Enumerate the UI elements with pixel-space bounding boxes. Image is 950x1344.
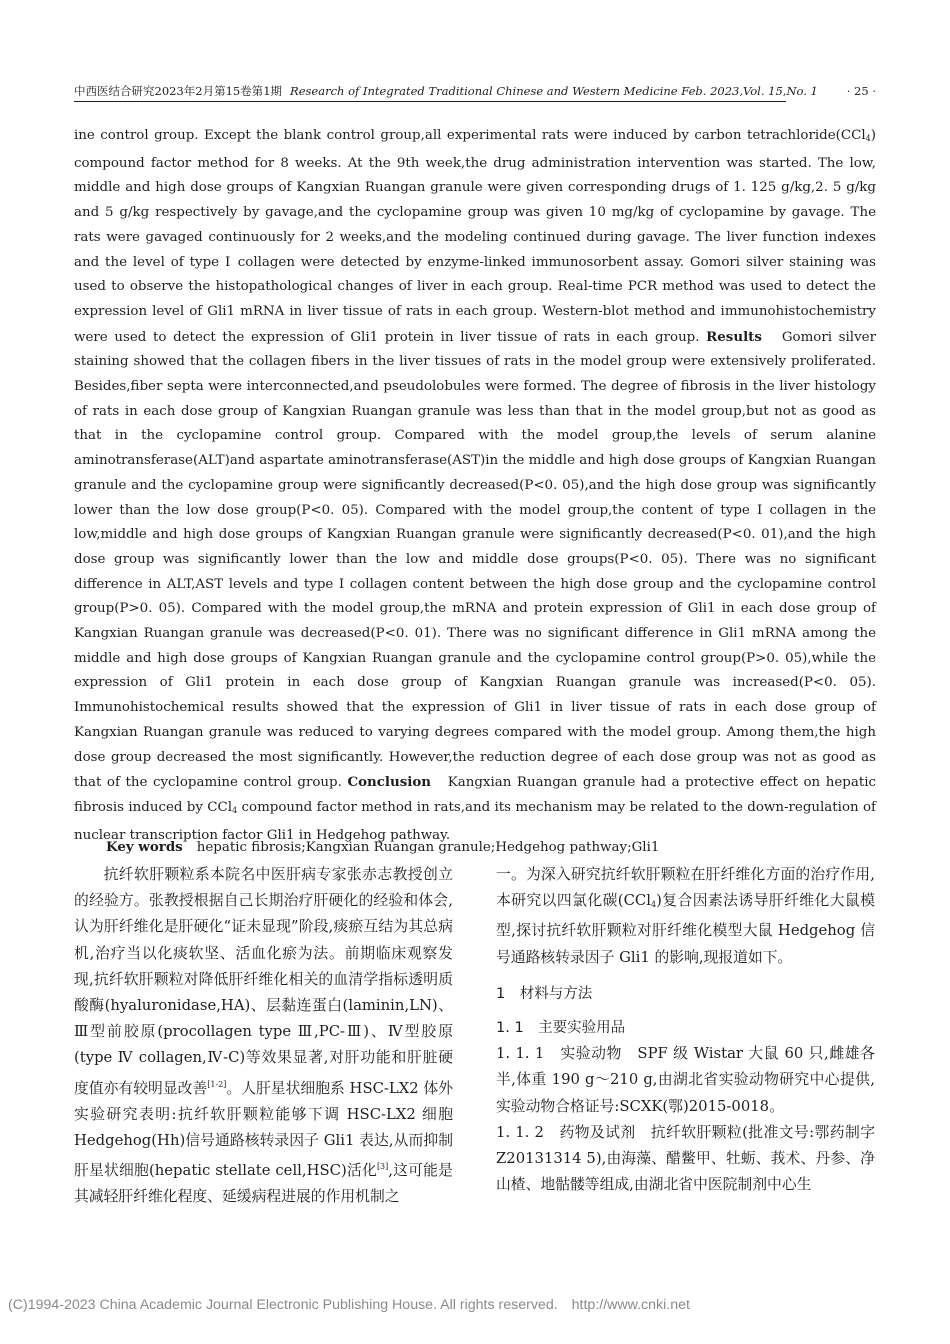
intro-text-2: 。人肝星状细胞系 HSC-LX2 体外实验研究表明:抗纤软肝颗粒能够下调 HSC-LX2 细胞 Hedgehog(Hh)信号通路核转录因子 Gli1 表达,从而抑制肝星状细胞(hepatic stellate cell,HSC)活化 (74, 1079, 453, 1180)
results-label: Results (706, 328, 762, 345)
keywords-label: Key words (106, 839, 183, 855)
keywords (106, 835, 876, 860)
cnki-url: http://www.cnki.net (571, 1297, 690, 1313)
ccl4-subscript: 4 (865, 134, 871, 143)
english-abstract (74, 124, 876, 848)
subsection-drugs-reagents: 1. 1. 2 药物及试剂 抗纤软肝颗粒(批准文号:鄂药制字 Z20131314 5),由海藻、醋鳖甲、牡蛎、莪术、丹参、净山楂、地骷髅等组成,由湖北省中医院制剂中心生 (496, 1123, 875, 1194)
abstract-conclusion-part2: compound factor method in rats,and its mechanism may be related to the down-regulation of nuclear transcription factor Gli1 in Hedgehog pathway. (74, 799, 876, 843)
intro-continuation (496, 862, 875, 971)
intro-cont-text-2: )复合因素法诱导肝纤维化大鼠模型,探讨抗纤软肝颗粒对肝纤维化模型大鼠 Hedgehog 信号通路核转录因子 Gli1 的影响,现报道如下。 (496, 892, 875, 966)
abstract-conclusion-part1: Kangxian Ruangan granule had a protective effect on hepatic fibrosis induced by CCl (74, 775, 877, 815)
keywords-text: hepatic fibrosis;Kangxian Ruangan granule;Hedgehog pathway;Gli1 (196, 840, 660, 855)
conclusion-label: Conclusion (347, 774, 432, 791)
journal-title-cn: 中西医结合研究2023年2月第15卷第1期 (74, 84, 283, 98)
ccl4-subscript: 4 (232, 805, 238, 815)
journal-title-en: Research of Integrated Traditional Chinese and Western Medicine Feb. 2023,Vol. 15,No. 1 (290, 84, 818, 98)
subsection-heading-supplies: 1. 1 主要实验用品 (496, 1020, 626, 1037)
abstract-methods-part1: ine control group. Except the blank control group,all experimental rats were induced by carbon tetrachloride(CCl (74, 128, 866, 143)
header-rule (74, 101, 786, 102)
reference-citation: [3] (376, 1162, 389, 1172)
running-header (74, 84, 876, 98)
section-heading-materials-methods: 1 材料与方法 (496, 985, 593, 1002)
page-number: · 25 · (846, 84, 876, 98)
intro-cont-text-1: 一。为深入研究抗纤软肝颗粒在肝纤维化方面的治疗作用,本研究以四氯化碳(CCl (496, 866, 875, 910)
body-column-left (74, 862, 453, 1211)
copyright-text: (C)1994-2023 China Academic Journal Electronic Publishing House. All rights reserved. (8, 1297, 558, 1313)
subsection-animals: 1. 1. 1 实验动物 SPF 级 Wistar 大鼠 60 只,雌雄各半,体重 190 g～210 g,由湖北省实验动物研究中心提供,实验动物合格证号:SCXK(鄂)2015-0018。 (496, 1045, 875, 1115)
intro-text-3: ,这可能是其减轻肝纤维化程度、延缓病程进展的作用机制之 (74, 1162, 453, 1206)
copyright-footer (8, 1297, 948, 1313)
intro-paragraph (74, 862, 453, 1211)
abstract-results: Gomori silver staining showed that the collagen fibers in the liver tissues of rats in the model group were extensively proliferated. Besides,fiber septa were interconnected,and pseudolobules were formed. The degree of fibrosis in the liver histology of rats in each dose group of Kangxian Ruangan granule was less than that in the model group,but not as good as that in the cyclopamine control group. Compared with the model group,the levels of serum alanine aminotransferase(ALT)and aspartate aminotransferase(AST)in the middle and high dose groups of Kangxian Ruangan granule and the cyclopamine group were significantly decreased(P<0. 05),and the high dose group was significantly lower than the low dose group(P<0. 05). Compared with the model group,the content of type I collagen in the low,middle and high dose groups of Kangxian Ruangan granule were significantly decreased(P<0. 01),and the high dose group was significantly lower than the low and middle dose groups(P<0. 05). There was no significant difference in ALT,AST levels and type I collagen content between the high dose group and the cyclopamine control group(P>0. 05). Compared with the model group,the mRNA and protein expression of Gli1 in each dose group of Kangxian Ruangan granule was decreased(P<0. 01). There was no significant difference in Gli1 mRNA among the middle and high dose groups of Kangxian Ruangan granule and the cyclopamine control group(P>0. 05),while the expression of Gli1 protein in each dose group of Kangxian Ruangan granule was increased(P<0. 05). Immunohistochemical results showed that the expression of Gli1 in liver tissue of rats in each dose group of Kangxian Ruangan granule was reduced to varying degrees compared with the model group. Among them,the high dose group decreased the most significantly. However,the reduction degree of each dose group was not as good as that of the cyclopamine control group. (74, 329, 876, 791)
abstract-methods-part2: ) compound factor method for 8 weeks. At the 9th week,the drug administration intervention was started. The low, middle and high dose groups of Kangxian Ruangan granule were given corresponding drugs of 1. 125 g/kg,2. 5 g/kg and 5 g/kg respectively by gavage,and the cyclopamine group was given 10 mg/kg of cyclopamine by gavage. The rats were gavaged continuously for 2 weeks,and the modeling continued during gavage. The liver function indexes and the level of type Ⅰ collagen were detected by enzyme-linked immunosorbent assay. Gomori silver staining was used to observe the histopathological changes of liver in each group. Real-time PCR method was used to detect the expression level of Gli1 mRNA in liver tissue of rats in each group. Western-blot method and immunohistochemistry were used to detect the expression of Gli1 protein in liver tissue of rats in each group. (74, 128, 876, 345)
body-column-right (496, 862, 875, 1198)
ccl4-subscript: 4 (650, 900, 657, 910)
reference-citation: [1-2] (207, 1079, 227, 1089)
intro-text-1: 抗纤软肝颗粒系本院名中医肝病专家张赤志教授创立的经验方。张教授根据自己长期治疗肝硬化的经验和体会,认为肝纤维化是肝硬化“证未显现”阶段,痰瘀互结为其总病机,治疗当以化痰软坚、活血化瘀为法。前期临床观察发现,抗纤软肝颗粒对降低肝纤维化相关的血清学指标透明质酸酶(hyaluronidase,HA)、层黏连蛋白(laminin,LN)、Ⅲ型前胶原(procollagen type Ⅲ,PC-Ⅲ)、Ⅳ型胶原(type Ⅳ collagen,Ⅳ-C)等效果显著,对肝功能和肝脏硬度值亦有较明显改善 (74, 866, 453, 1097)
